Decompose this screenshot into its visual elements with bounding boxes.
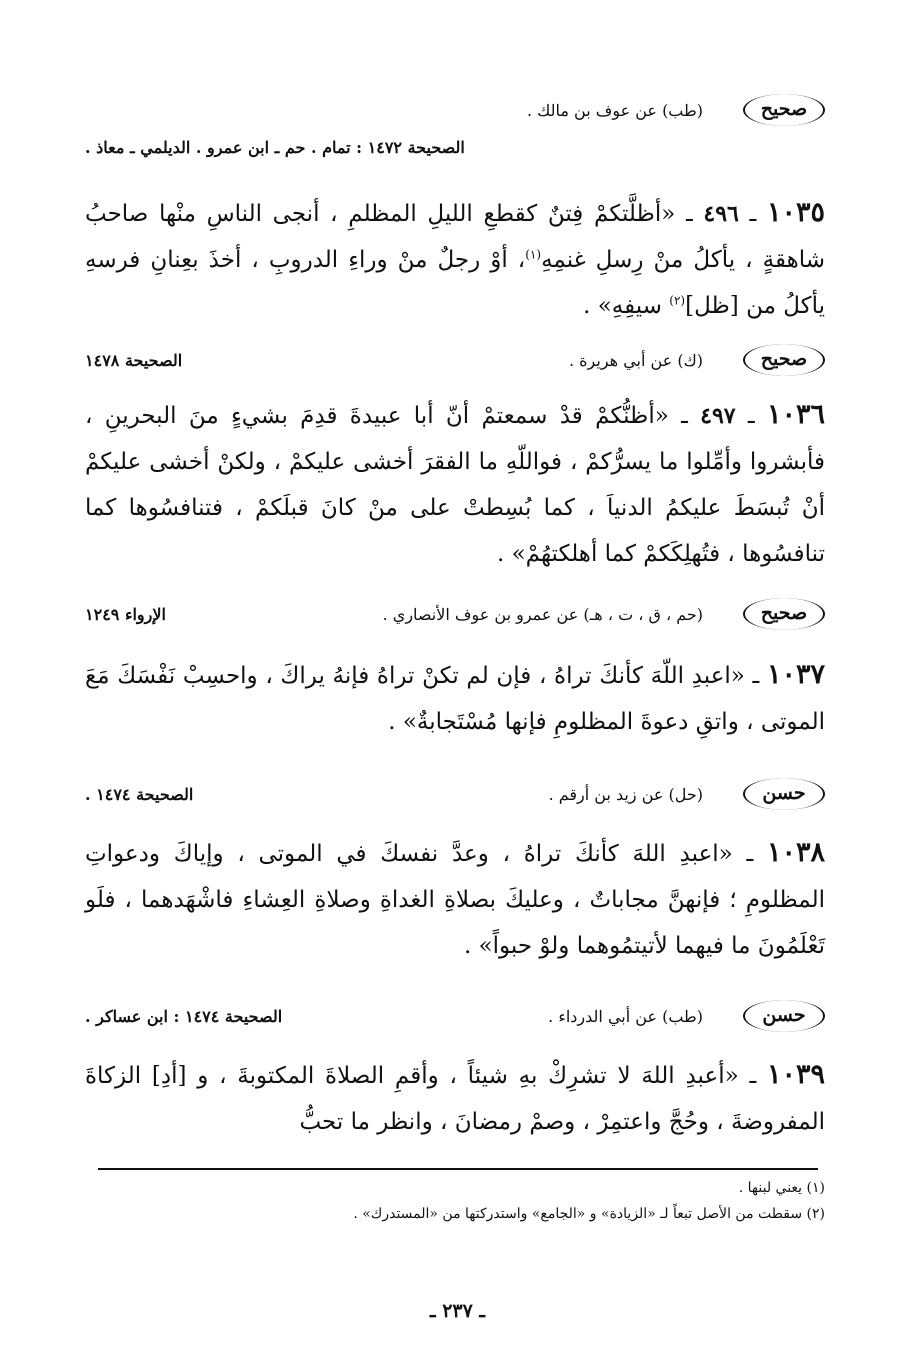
hadith-1039: ١٠٣٩ ـ «أعبدِ اللهَ لا تشرِكْ بهِ شيئاً ، وأقمِ الصلاةَ المكتوبةَ ، و [أدِ] الزكاةَ المفروضةَ ، وحُجَّ واعتمِرْ ، وصمْ رمضانَ ، وانظر ما تحبُّ: [85, 1059, 825, 1135]
footnote-2: (٢) سقطت من الأصل تبعاً لـ «الزيادة» و «الجامع» واستدركتها من «المستدرك» .: [353, 1206, 825, 1222]
hadith-number-secondary: ٤٩٧: [700, 403, 736, 429]
attribution: (طب) عن أبي الدرداء .: [548, 1006, 703, 1026]
hadith-text-end: سيفِهِ» .: [583, 293, 670, 319]
grade-badge: صحيح: [743, 94, 825, 126]
hadith-1037: ١٠٣٧ ـ «اعبدِ اللّهَ كأنكَ تراهُ ، فإن لم تكنْ تراهُ فإنهُ يراكَ ، واحسِبْ نَفْسَكَ مَعَ الموتى ، واتقِ دعوةَ المظلومِ فإنها مُسْتَجابةٌ» .: [85, 659, 825, 735]
source-line: [85, 344, 825, 376]
grade-badge: حسن: [743, 1000, 825, 1032]
reference: الصحيحة ١٤٧٨: [85, 350, 183, 370]
hadith-text-cont: ، أوْ رجلٌ منْ وراءِ الدروبِ ، أخذَ بعِنانِ فرسهِ يأكلُ من [ظل]: [85, 247, 825, 319]
reference: الإرواء ١٢٤٩: [85, 604, 166, 624]
footnote-marker: (١): [525, 247, 542, 262]
reference: الصحيحة ١٤٧٤ .: [85, 784, 194, 804]
hadith-text: «أظلَّتكمْ فِتنٌ كقطعِ الليلِ المظلمِ ، أنجى الناسِ منْها صاحبُ شاهقةٍ ، يأكلُ منْ رِسلِ غنمِهِ: [85, 201, 825, 273]
source-line: [85, 778, 825, 810]
hadith-text: «أظنُّكمْ قدْ سمعتمْ أنّ أبا عبيدةَ قدِمَ بشيءٍ منَ البحرينِ ، فأبشروا وأمِّلوا ما يسرُّكمْ ، فواللّهِ ما الفقرَ أخشى عليكمْ ، ولكنْ أخشى عليكمْ أنْ تُبسَطَ عليكمُ الدنياَ ، كما بُسِطتْ على منْ كانَ قبلَكمْ ، فتنافسُوها كما تنافسُوها ، فتُهلِكَكمْ كما أهلكتهُمْ» .: [85, 403, 825, 567]
hadith-text: «أعبدِ اللهَ لا تشرِكْ بهِ شيئاً ، وأقمِ الصلاةَ المكتوبةَ ، و [أدِ] الزكاةَ المفروضةَ ، وحُجَّ واعتمِرْ ، وصمْ رمضانَ ، وانظر ما تحبُّ: [85, 1063, 825, 1135]
hadith-number: ١٠٣٧: [766, 659, 825, 690]
reference: الصحيحة ١٤٧٤ : ابن عساكر .: [85, 1006, 283, 1026]
attribution: (حل) عن زيد بن أرقم .: [548, 784, 703, 804]
hadith-1035: ١٠٣٥ ـ ٤٩٦ ـ «أظلَّتكمْ فِتنٌ كقطعِ الليلِ المظلمِ ، أنجى الناسِ منْها صاحبُ شاهقةٍ ، يأكلُ منْ رِسلِ غنمِهِ$^{(١)}$، أوْ رجلٌ منْ وراءِ الدروبِ ، أخذَ بعِنانِ فرسهِ يأكلُ من [ظل]$^{(٢)}$ سيفِهِ» .: [85, 197, 825, 319]
hadith-text: «اعبدِ اللّهَ كأنكَ تراهُ ، فإن لم تكنْ تراهُ فإنهُ يراكَ ، واحسِبْ نَفْسَكَ مَعَ الموتى ، واتقِ دعوةَ المظلومِ فإنها مُسْتَجابةٌ» .: [85, 663, 825, 735]
attribution: (حم ، ق ، ت ، هـ) عن عمرو بن عوف الأنصاري .: [382, 604, 703, 624]
grade-badge: صحيح: [743, 344, 825, 376]
hadith-number: ١٠٣٥: [766, 197, 825, 228]
hadith-1038: ١٠٣٨ ـ «اعبدِ اللهَ كأنكَ تراهُ ، وعدَّ نفسكَ في الموتى ، وإياكَ ودعواتِ المظلومِ ؛ فإنهنَّ مجاباتٌ ، وعليكَ بصلاةِ الغداةِ وصلاةِ العِشاءِ فاشْهَدهما ، فلَو تَعْلَمُونَ ما فيهما لأتيتمُوهما ولوْ حبواً» .: [85, 837, 825, 959]
hadith-number: ١٠٣٩: [766, 1059, 825, 1090]
footnote-1: (١) يعني لبنها .: [738, 1180, 825, 1196]
page-number: ـ ٢٣٧ ـ: [430, 1300, 485, 1322]
source-line: [85, 1000, 825, 1032]
hadith-number: ١٠٣٨: [766, 837, 825, 868]
hadith-number-secondary: ٤٩٦: [703, 201, 739, 227]
reference-line: الصحيحة ١٤٧٢ : تمام . حم ـ ابن عمرو . الديلمي ـ معاذ .: [85, 138, 465, 157]
attribution: (طب) عن عوف بن مالك .: [526, 100, 703, 120]
source-line: [85, 598, 825, 630]
grade-badge: صحيح: [743, 598, 825, 630]
footnote-marker: (٢): [669, 293, 686, 308]
footnote-divider: [98, 1168, 818, 1170]
hadith-number: ١٠٣٦: [766, 399, 825, 430]
grade-badge: حسن: [743, 778, 825, 810]
attribution: (ك) عن أبي هريرة .: [569, 350, 703, 370]
hadith-text: «اعبدِ اللهَ كأنكَ تراهُ ، وعدَّ نفسكَ في الموتى ، وإياكَ ودعواتِ المظلومِ ؛ فإنهنَّ مجاباتٌ ، وعليكَ بصلاةِ الغداةِ وصلاةِ العِشاءِ فاشْهَدهما ، فلَو تَعْلَمُونَ ما فيهما لأتيتمُوهما ولوْ حبواً» .: [85, 841, 825, 959]
source-line-top: [85, 94, 825, 126]
hadith-1036: ١٠٣٦ ـ ٤٩٧ ـ «أظنُّكمْ قدْ سمعتمْ أنّ أبا عبيدةَ قدِمَ بشيءٍ منَ البحرينِ ، فأبشروا وأمِّلوا ما يسرُّكمْ ، فواللّهِ ما الفقرَ أخشى عليكمْ ، ولكنْ أخشى عليكمْ أنْ تُبسَطَ عليكمُ الدنياَ ، كما بُسِطتْ على منْ كانَ قبلَكمْ ، فتنافسُوها كما تنافسُوها ، فتُهلِكَكمْ كما أهلكتهُمْ» .: [85, 399, 825, 567]
